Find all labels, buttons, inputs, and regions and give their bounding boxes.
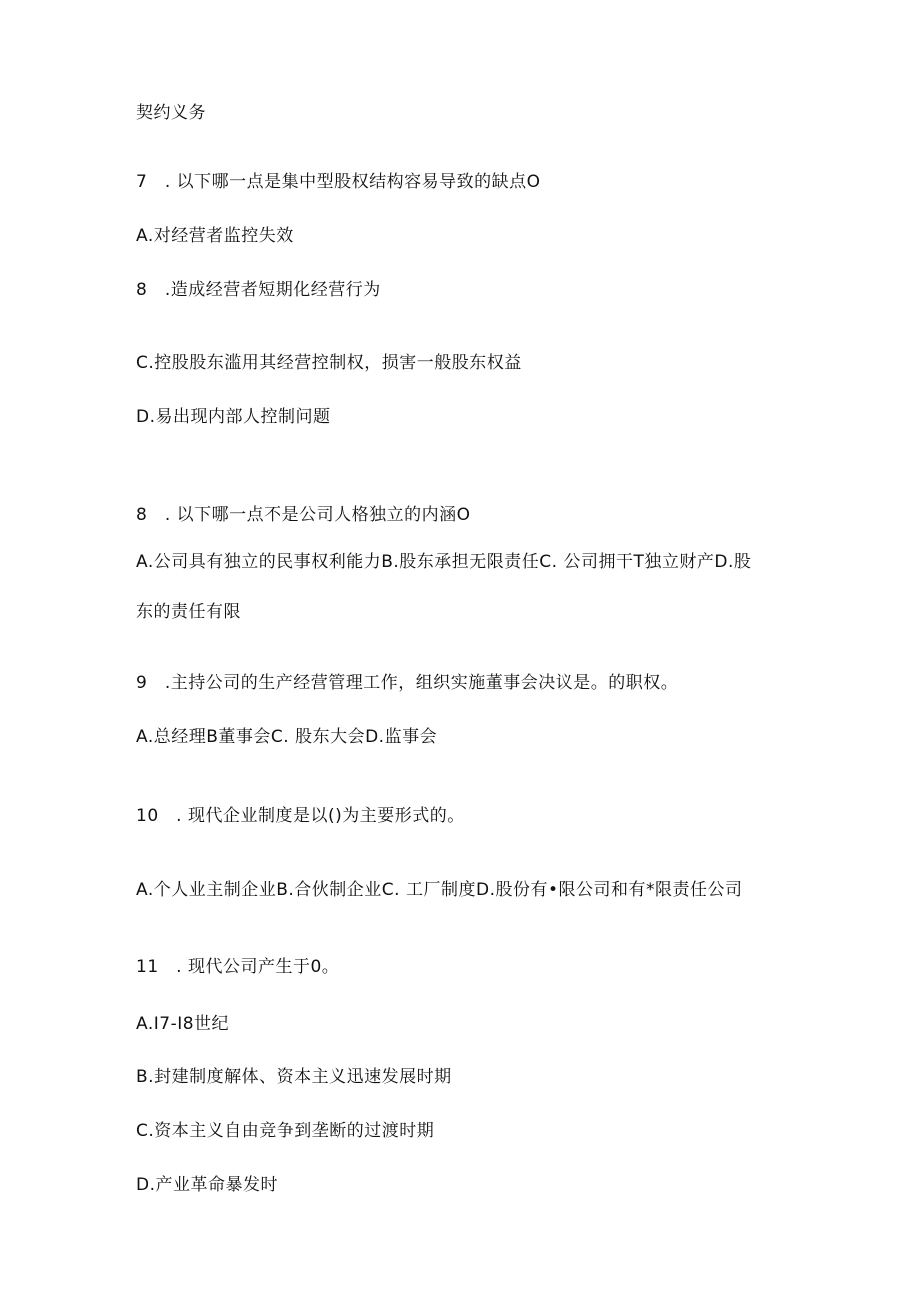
options-10: A.个人业主制企业B.合伙制企业C. 工厂制度D.股份有•限公司和有*限责任公司 — [136, 880, 743, 900]
question-8-line: 8 .造成经营者短期化经营行为 — [136, 280, 381, 300]
question-8: 8 . 以下哪一点不是公司人格独立的内涵O — [136, 505, 471, 525]
option-11a: A.I7-I8世纪 — [136, 1014, 230, 1034]
text-line-contract-obligation: 契约义务 — [136, 103, 206, 123]
question-7: 7 . 以下哪一点是集中型股权结构容易导致的缺点O — [136, 172, 541, 192]
options-8-line-1: A.公司具有独立的民事权利能力B.股东承担无限责任C. 公司拥干T独立财产D.股 — [136, 552, 752, 572]
options-9: A.总经理B董事会C. 股东大会D.监事会 — [136, 727, 438, 747]
question-10: 10 . 现代企业制度是以()为主要形式的。 — [136, 806, 465, 826]
option-11c: C.资本主义自由竞争到垄断的过渡时期 — [136, 1121, 435, 1141]
question-9: 9 .主持公司的生产经营管理工作，组织实施董事会决议是。的职权。 — [136, 673, 679, 693]
option-7c: C.控股股东滥用其经营控制权，损害一般股东权益 — [136, 353, 522, 373]
options-8-line-2: 东的责任有限 — [136, 602, 241, 622]
option-7d: D.易出现内部人控制问题 — [136, 407, 331, 427]
option-7a: A.对经营者监控失效 — [136, 226, 294, 246]
question-11: 11 . 现代公司产生于0。 — [136, 957, 340, 977]
option-11b: B.封建制度解体、资本主义迅速发展时期 — [136, 1067, 452, 1087]
option-11d: D.产业革命暴发时 — [136, 1175, 278, 1195]
